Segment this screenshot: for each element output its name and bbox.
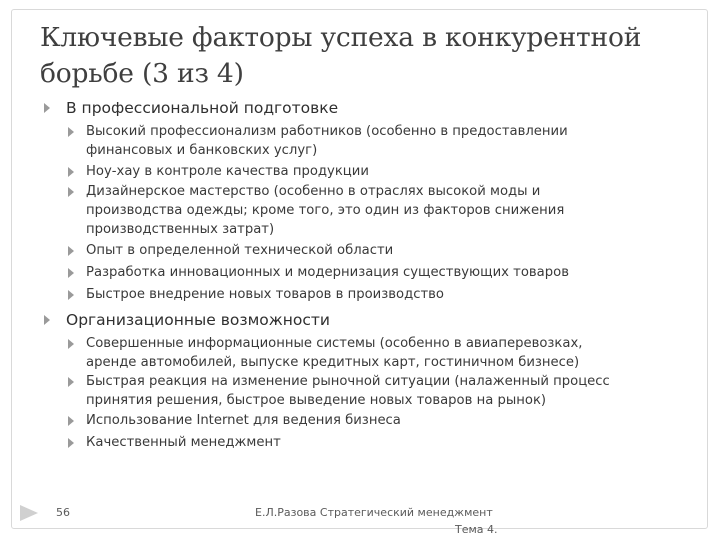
list-item: Дизайнерское мастерство (особенно в отраслях высокой моды и производства одежды; кроме того, это один из факторов снижения производственных затрат) [86,184,565,237]
list-item: Ноу-хау в контроле качества продукции [86,164,369,179]
section-heading: Организационные возможности [66,311,330,329]
list-item: Быстрая реакция на изменение рыночной ситуации (налаженный процесс принятия решения, быстрое выведение новых товаров на рынок) [86,374,610,408]
triangle-bullet-icon [44,315,50,325]
page-number: 56 [56,506,70,519]
triangle-bullet-icon [68,290,74,300]
triangle-bullet-icon [68,187,74,197]
triangle-bullet-icon [68,377,74,387]
triangle-bullet-icon [68,438,74,448]
section-heading: В профессиональной подготовке [66,99,339,117]
triangle-bullet-icon [68,268,74,278]
list-item: Совершенные информационные системы (особенно в авиаперевозках, аренде автомобилей, выпуске кредитных карт, гостиничном бизнесе) [86,336,583,370]
footer-author: Е.Л.Разова Стратегический менеджмент [255,506,493,519]
triangle-bullet-icon [68,167,74,177]
list-item: Качественный менеджмент [86,435,281,450]
triangle-bullet-icon [68,416,74,426]
triangle-bullet-icon [68,339,74,349]
footer-arrow-icon [20,505,38,521]
footer-topic: Тема 4. [455,523,498,536]
list-item: Высокий профессионализм работников (особенно в предоставлении финансовых и банковских услуг) [86,124,568,158]
slide-title: Ключевые факторы успеха в конкурентной борьбе (3 из 4) [40,22,642,89]
triangle-bullet-icon [68,127,74,137]
list-item: Опыт в определенной технической области [86,243,394,258]
triangle-bullet-icon [44,103,50,113]
triangle-bullet-icon [68,246,74,256]
list-item: Использование Internet для ведения бизнеса [86,413,401,428]
list-item: Разработка инновационных и модернизация существующих товаров [86,265,569,280]
list-item: Быстрое внедрение новых товаров в производство [86,287,444,302]
